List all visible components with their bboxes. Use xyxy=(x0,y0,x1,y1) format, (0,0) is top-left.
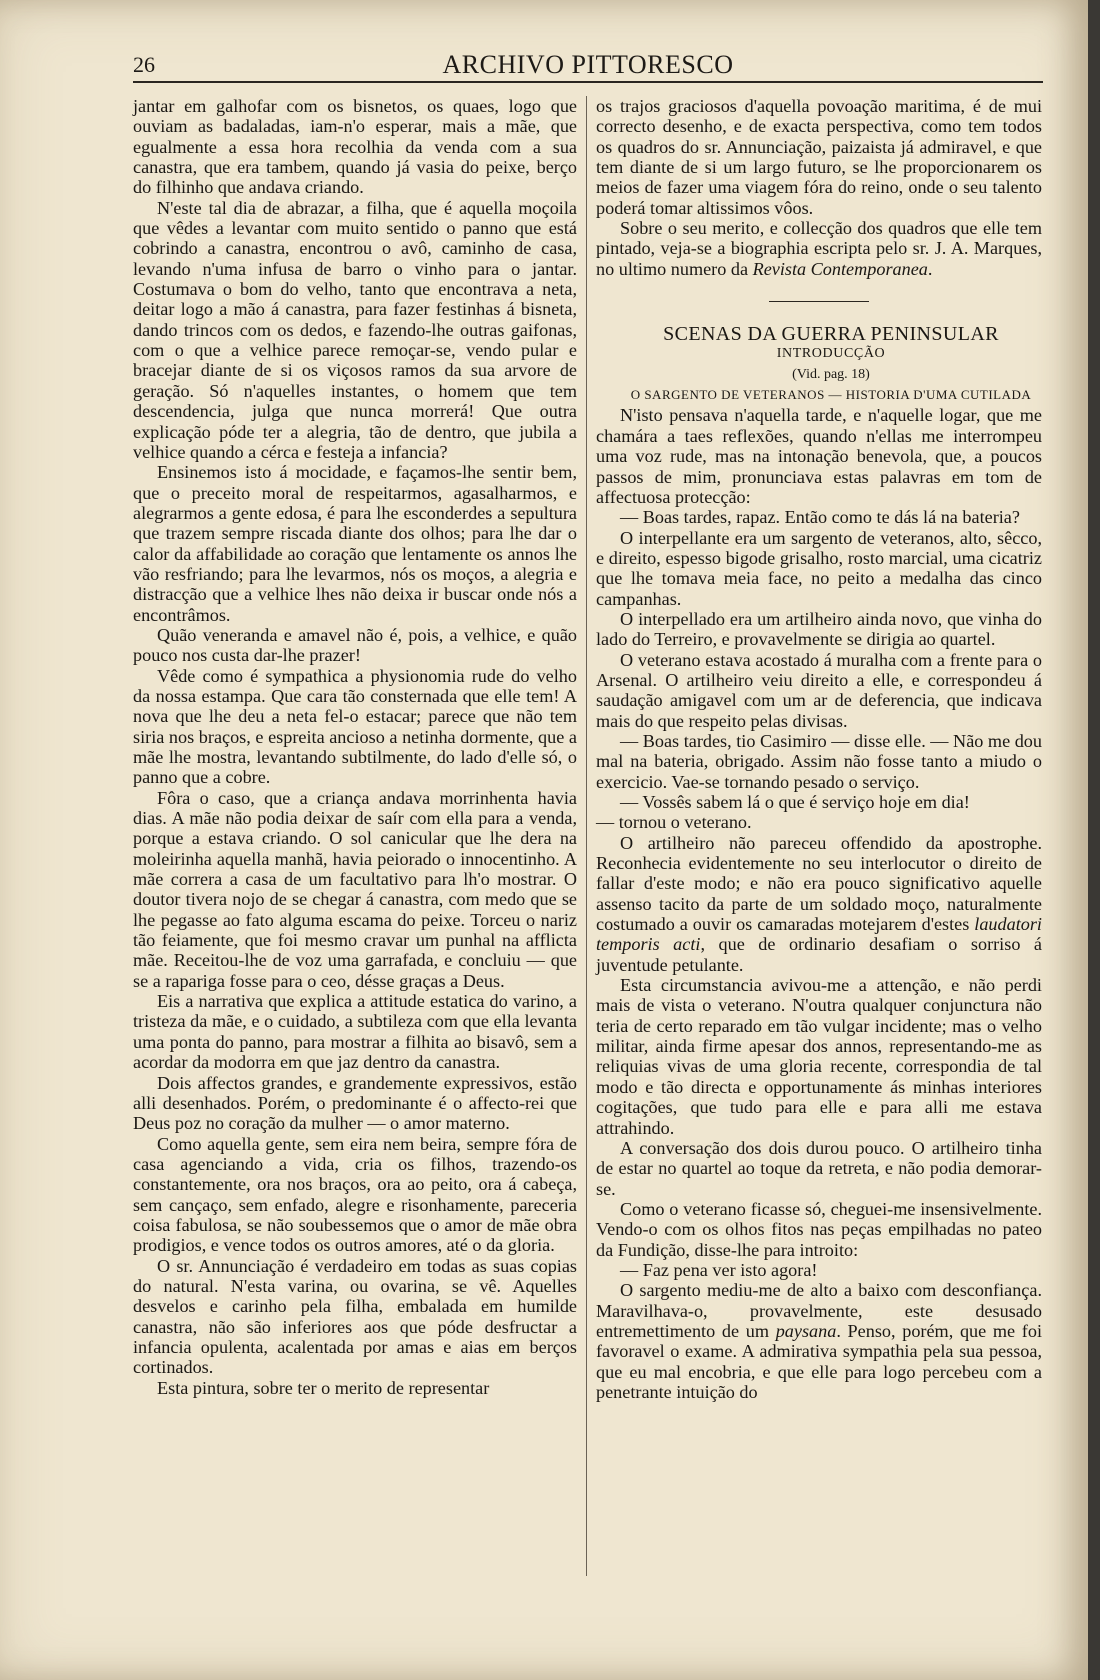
running-title: ARCHIVO PITTORESCO xyxy=(442,50,734,79)
paragraph: O interpellado era um artilheiro ainda novo, que vinha do lado do Terreiro, e provavelmente se dirigia ao quartel. xyxy=(596,608,1042,650)
left-column xyxy=(133,96,577,1398)
section-title: SCENAS DA GUERRA PENINSULAR xyxy=(663,323,999,346)
paragraph: O interpellante era um sargento de veteranos, alto, sêcco, e direito, espesso bigode grisalho, rosto marcial, uma cicatriz que lhe tomava meia face, no peito a medalha das cinco campanhas. xyxy=(596,527,1042,609)
paragraph: Esta pintura, sobre ter o merito de representar xyxy=(157,1377,490,1398)
paragraph: Como aquella gente, sem eira nem beira, sempre fóra de casa agenciando a vida, cria os filhos, trazendo-os constantemente, ora nos braços, ora ao peito, ora á cabeça, sem cançaço, sem enfado, alegre e risonhamente, pareceria coisa fabulosa, se não soubessemos que o amor de mãe obra prodigios, e vence todos os outros amores, até o da gloria. xyxy=(133,1133,577,1256)
paragraph: Dois affectos grandes, e grandemente expressivos, estão alli desenhados. Porém, o predominante é o affecto-rei que Deus poz no coração da mulher — o amor materno. xyxy=(133,1072,577,1134)
italic-title: Revista Contemporanea xyxy=(752,258,928,279)
column-separator xyxy=(586,96,587,1576)
paragraph: O veterano estava acostado á muralha com a frente para o Arsenal. O artilheiro veiu direito a elle, e correspondeu á saudação amigavel com um ar de deferencia, que indicava mais do que respeito pelas divisas. xyxy=(596,649,1042,731)
chapter-heading: O SARGENTO DE VETERANOS — HISTORIA D'UMA CUTILADA xyxy=(630,387,1032,403)
right-column xyxy=(596,96,1042,1402)
paragraph: Ensinemos isto á mocidade, e façamos-lhe sentir bem, que o preceito moral de respeitarmos, agasalharmos, e alegrarmos a gente edosa, é para lhe esconderdes a sepultura que trazem sempre riscada diante dos olhos; para lhe dar o calor da affabilidade ao coração que lentamente os annos lhe vão resfriando; para lhe levarmos, nós os moços, a alegria e distracção que a velhice lhes não deixa ir buscar onde nós a encontrâmos. xyxy=(133,462,577,625)
italic-word: paysana xyxy=(775,1320,837,1341)
paragraph: — tornou o veterano. xyxy=(596,812,752,833)
paragraph: Fôra o caso, que a criança andava morrinhenta havia dias. A mãe não podia deixar de saír com ella para a venda, porque a estava criando. O sol canicular que lhe dera na moleirinha aquella manhã, havia peiorado o innocentinho. A mãe correra a casa de um facultativo para lh'o mostrar. O doutor tivera nojo de se chegar á canastra, com medo que se lhe pegasse ao fato alguma escama do peixe. Torceu o nariz tão feiamente, que foi mesmo cravar um punhal na afflicta mãe. Receitou-lhe de voz uma garrafada, e concluiu — que se a rapariga fosse para o ceo, désse graças a Deus. xyxy=(133,787,577,991)
paragraph: O sr. Annunciação é verdadeiro em todas as suas copias do natural. N'esta varina, ou ovarina, se vê. Aquelles desvelos e carinho pela filha, embalada em humilde canastra, não são inferiores aos que póde desfructar a infancia opulenta, acalentada por amas e aias em berços cortinados. xyxy=(133,1255,577,1378)
paragraph: Vêde como é sympathica a physionomia rude do velho da nossa estampa. Que cara tão consternada que elle tem! A nova que lhe deu a neta fel-o estacar; parece que não tem siria nos braços, e espreita ancioso a netinha dormente, que a mãe lhe mostra, levantando subtilmente, do lado d'elle só, o panno que a cobre. xyxy=(133,665,577,788)
paragraph: — Vossês sabem lá o que é serviço hoje em dia! xyxy=(620,792,970,812)
paragraph: N'isto pensava n'aquella tarde, e n'aquelle logar, que me chamára a taes reflexões, quando n'ellas me interrompeu uma voz rude, mas na intonação benevola, que, a poucos passos de mim, pronunciava estas palavras em tom de affectuosa protecção: xyxy=(596,405,1042,507)
paragraph-end: . Penso, porém, que me foi favoravel o exame. A admirativa sympathia pela sua pessoa, que eu mal encobria, e que elle para logo percebeu com a penetrante intuição do xyxy=(596,1320,1043,1402)
paragraph: Esta circumstancia avivou-me a attenção, e não perdi mais de vista o veterano. N'outra qualquer conjunctura não teria de certo reparado em tão vulgar incidente; mas o velho militar, ainda firme apesar dos annos, representando-me as reliquias vivas de uma gloria recente, correspondia de tal modo e tão directa e opportunamente ás minhas interiores cogitações, que tudo para elle e para alli me estava attrahindo. xyxy=(596,975,1042,1138)
paragraph-text: O sargento mediu-me de alto a baixo com desconfiança. Maravilhava-o, provavelmente, este desusado entremettimento de um xyxy=(596,1280,1042,1341)
paragraph-end: , que de ordinario desafiam o sorriso á juventude petulante. xyxy=(596,934,1042,975)
marques-paragraph xyxy=(596,218,1042,279)
paragraph: Quão veneranda e amavel não é, pois, a velhice, e quão pouco nos custa dar-lhe prazer! xyxy=(133,624,577,666)
paragraph: A conversação dos dois durou pouco. O artilheiro tinha de estar no quartel ao toque da retreta, e não podia demorar-se. xyxy=(596,1137,1042,1199)
paragraph-text: O artilheiro não pareceu offendido da apostrophe. Reconhecia evidentemente no seu interlocutor o direito de fallar d'este modo; e não era pouco significativo aquelle assenso tacito da parte de um soldado moço, naturalmente costumado a ouvir os camaradas motejarem d'estes xyxy=(596,832,1042,935)
paragraph: Eis a narrativa que explica a attitude estatica do varino, a tristeza da mãe, e o cuidado, a subtileza com que ella levanta uma ponta do panno, para mostrar a filhita ao bisavô, sem a acordar da modorra em que jaz dentro da canastra. xyxy=(133,991,577,1073)
paragraph: Como o veterano ficasse só, cheguei-me insensivelmente. Vendo-o com os olhos fitos nas peças empilhadas no pateo da Fundição, disse-lhe para introito: xyxy=(596,1198,1042,1260)
paragraph: jantar em galhofar com os bisnetos, os quaes, logo que ouviam as badaladas, iam-n'o esperar, mais a mãe, que egualmente a essa hora recolhia da venda com a sua canastra, que era tambem, quando já vasia do peixe, berço do filhinho que andava criando. xyxy=(133,96,577,198)
page-header xyxy=(133,50,1043,82)
header-rule xyxy=(133,81,1043,83)
paragraph-end: . xyxy=(927,258,933,279)
paragraph: — Boas tardes, tio Casimiro — disse elle. — Não me dou mal na bateria, obrigado. Assim não fosse tanto a miudo o exercicio. Vae-se tornando pesado o serviço. xyxy=(596,730,1042,792)
italic-phrase: laudatori temporis acti xyxy=(596,914,1042,955)
paysana-paragraph xyxy=(596,1280,1042,1402)
paragraph: — Faz pena ver isto agora! xyxy=(620,1259,818,1280)
page-number: 26 xyxy=(133,52,155,77)
laudatori-paragraph xyxy=(596,833,1042,975)
paragraph: — Boas tardes, rapaz. Então como te dás lá na bateria? xyxy=(620,507,1020,528)
section-divider xyxy=(769,301,869,302)
section-subtitle: INTRODUCÇÃO xyxy=(776,346,886,362)
section-reference: (Vid. pag. 18) xyxy=(792,366,870,382)
book-edge xyxy=(1088,0,1100,1680)
paragraph-text: Sobre o seu merito, e collecção dos quadros que elle tem pintado, veja-se a biographia escripta pelo sr. J. A. Marques, no ultimo numero da xyxy=(596,218,1042,279)
paragraph: N'este tal dia de abrazar, a filha, que é aquella moçoila que vêdes a levantar com muito sentido o panno que está cobrindo a canastra, encontrou o avô, caminho de casa, levando n'uma infusa de barro o vinho para o jantar. Costumava o bom do velho, tanto que encontrava a neta, deitar logo a mão á canastra, para fazer festinhas á bisneta, dando trincos com os dedos, e fazendo-lhe outras gaifonas, com o que a velhice parece remoçar-se, vendo pular e bracejar diante de si os viçosos ramos da sua arvore de geração. Só n'aquelles instantes, o homem que tem descendencia, julga que nunca morrerá! Que outra explicação póde ter a alegria, tão de dentro, que jubila a velhice quando a cérca e festeja a infancia? xyxy=(133,197,577,462)
paragraph: os trajos graciosos d'aquella povoação maritima, é de mui correcto desenho, e de exacta perspectiva, como tem todos os quadros do sr. Annunciação, paizaista já admiravel, e que tem diante de si um largo futuro, se lhe proporcionarem os meios de fazer uma viagem fóra do reino, onde o seu talento poderá tomar altissimos vôos. xyxy=(596,96,1042,218)
